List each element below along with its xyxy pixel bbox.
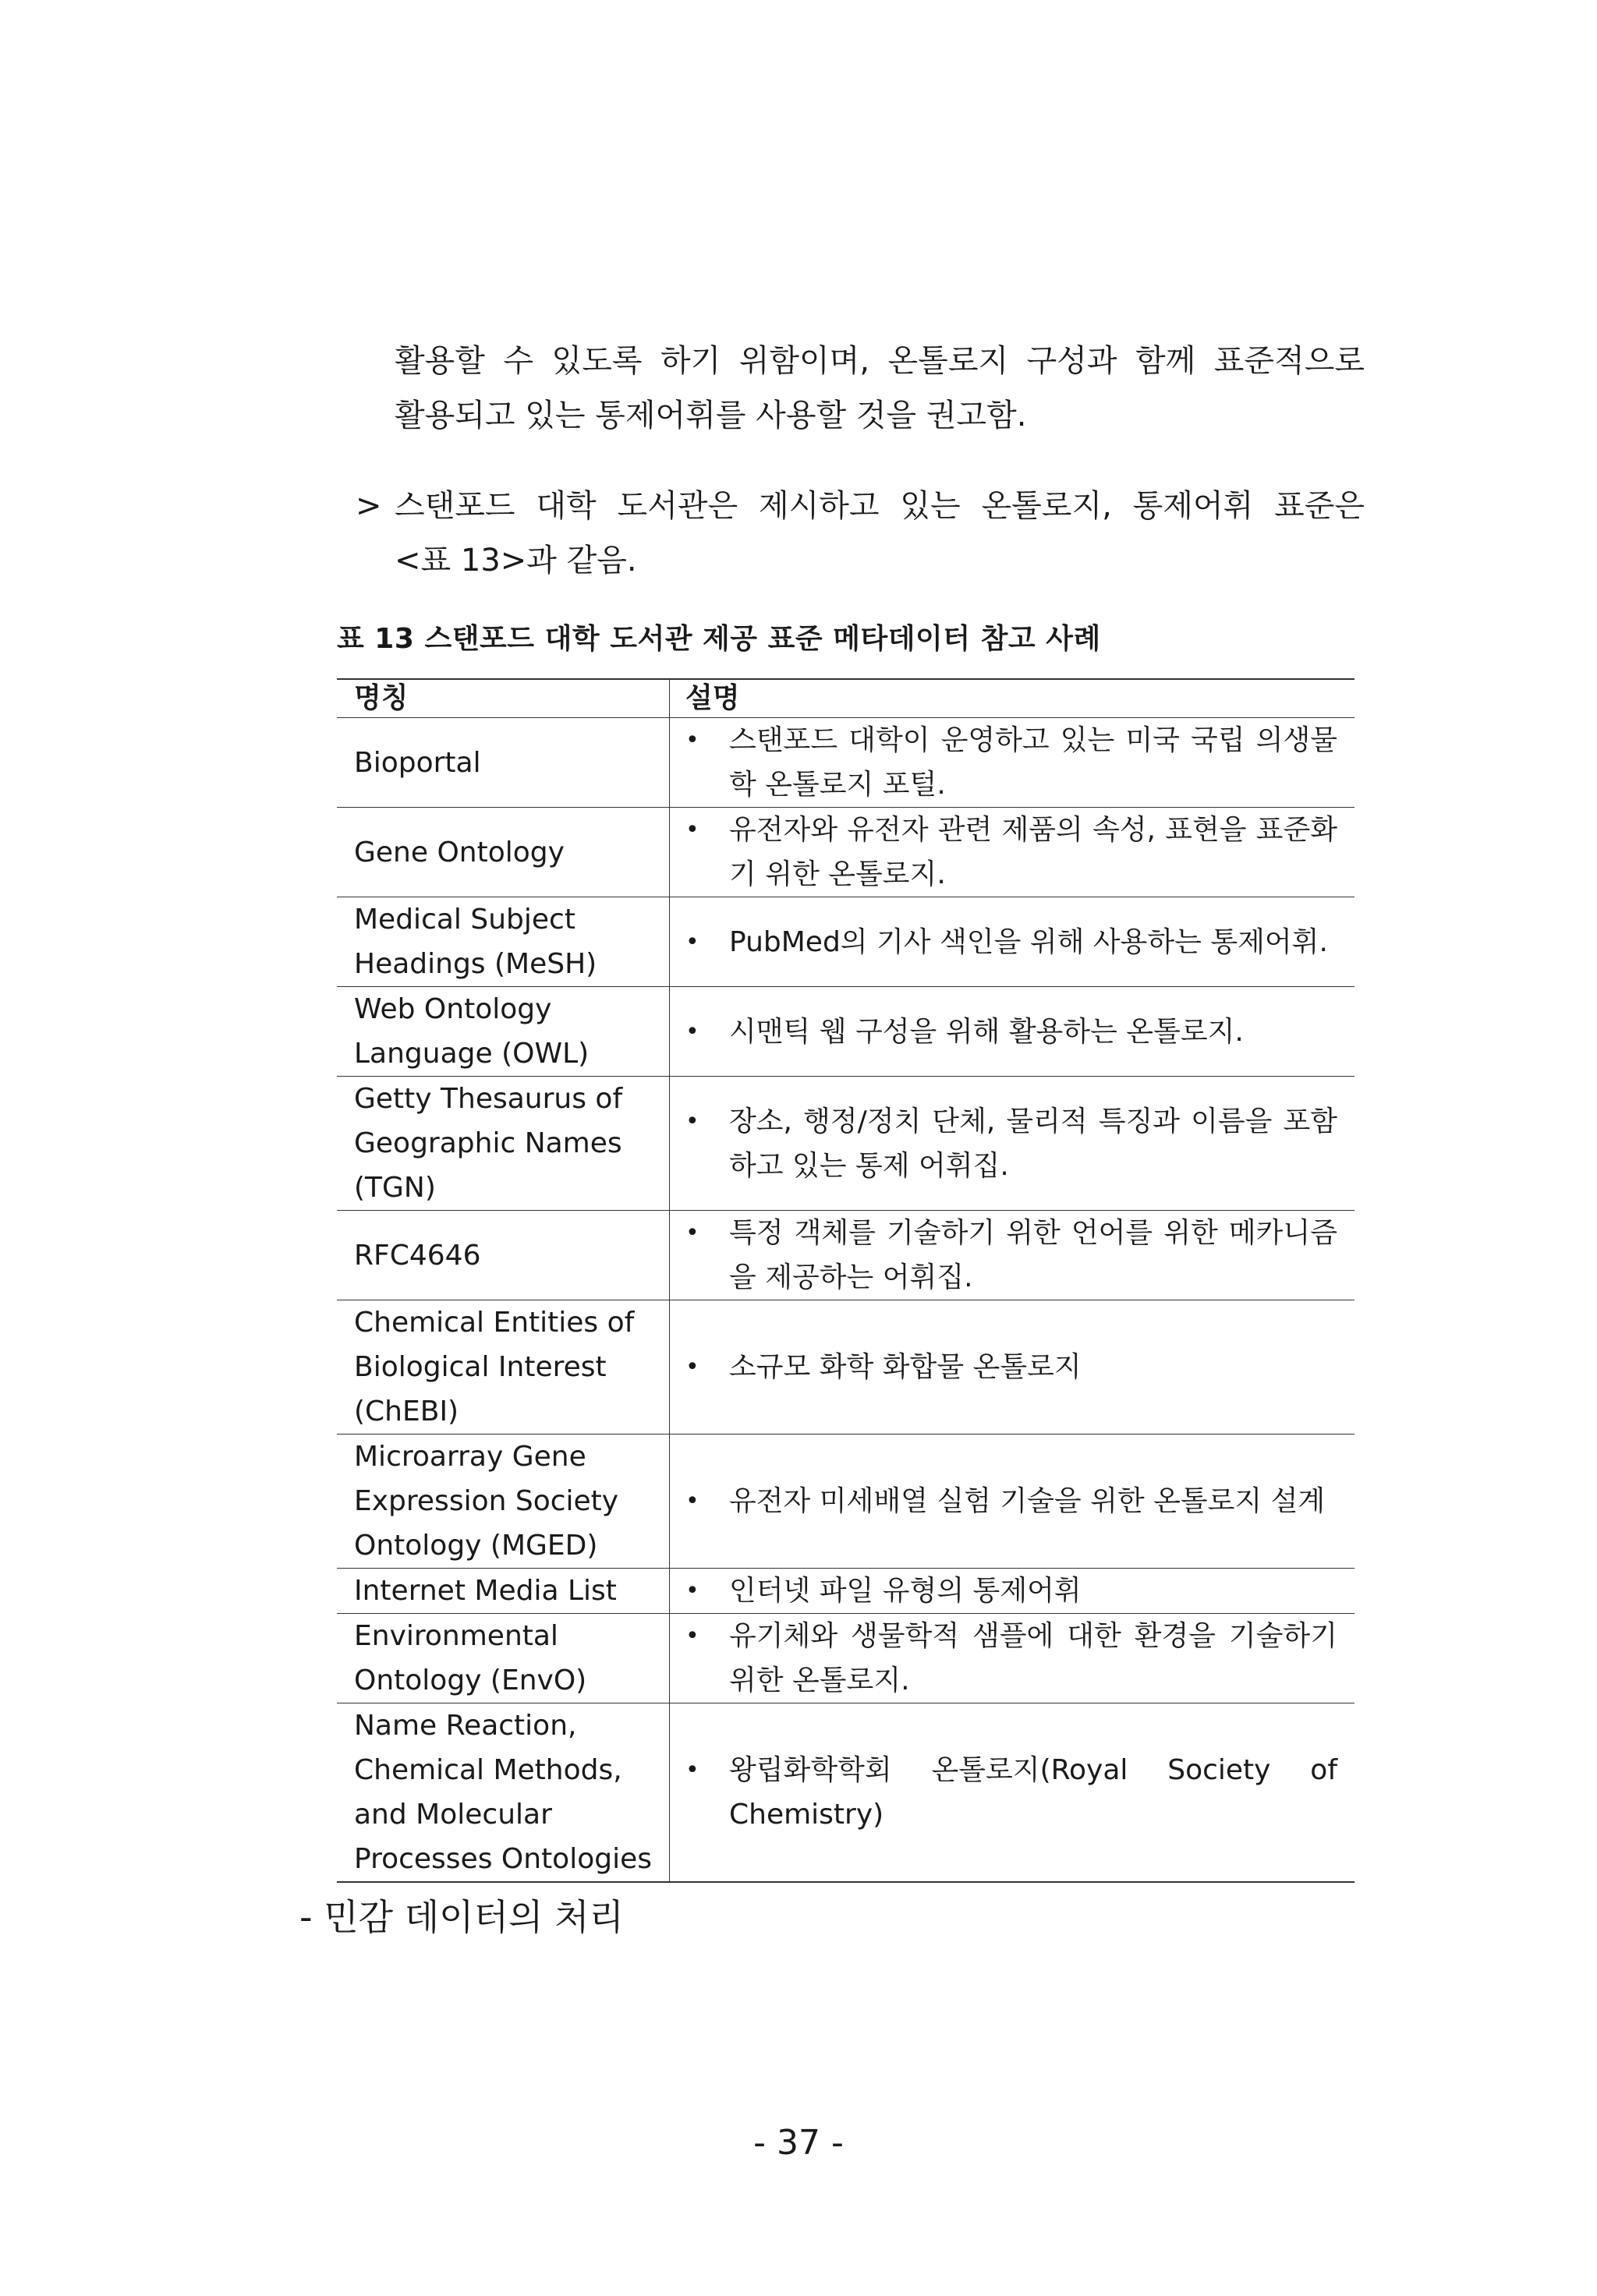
row-name: Bioportal [337, 718, 670, 808]
row-description [670, 1300, 1355, 1435]
bullet-item [685, 1099, 1337, 1188]
table-row [337, 1614, 1354, 1703]
table-body [337, 718, 1354, 1883]
row-description [670, 1211, 1355, 1300]
description-text: 특정 객체를 기술하기 위한 언어를 위한 메카니즘을 제공하는 어휘집. [729, 1217, 1337, 1293]
bullet-icon: • [685, 1107, 699, 1135]
intro-paragraph [395, 334, 1365, 443]
row-description [670, 1077, 1355, 1211]
row-name: Internet Media List [337, 1569, 670, 1614]
table-row [337, 897, 1354, 987]
bullet-icon: • [685, 727, 699, 754]
table-header-row [337, 679, 1354, 718]
row-description [670, 718, 1355, 808]
bullet-icon: • [685, 1219, 699, 1247]
section-heading: - 민감 데이터의 처리 [299, 1896, 624, 1938]
row-name: Name Reaction, Chemical Methods, and Molecular Processes Ontologies [337, 1703, 670, 1883]
bullet-icon: • [685, 1577, 699, 1604]
row-name: Getty Thesaurus of Geographic Names (TGN) [337, 1077, 670, 1211]
reference-line-1: 스탠포드 대학 도서관은 제시하고 있는 온톨로지, 통제어휘 표준은 [395, 488, 1365, 524]
row-name: Gene Ontology [337, 808, 670, 897]
bullet-icon: • [685, 928, 699, 956]
bullet-item [685, 920, 1337, 964]
row-name: Environmental Ontology (EnvO) [337, 1614, 670, 1703]
table-row [337, 1703, 1354, 1883]
description-text: 유전자 미세배열 실험 기술을 위한 온톨로지 설계 [729, 1485, 1326, 1517]
intro-line-1: 활용할 수 있도록 하기 위함이며, 온톨로지 구성과 함께 표준적으로 [395, 343, 1365, 379]
table-row [337, 718, 1354, 808]
header-name: 명칭 [337, 679, 670, 718]
page-number: - 37 - [753, 2123, 844, 2163]
bullet-item [685, 1748, 1337, 1837]
table-row [337, 987, 1354, 1077]
description-text: 왕립화학학회 온톨로지(Royal Society of Chemistry) [729, 1754, 1337, 1831]
header-description: 설명 [670, 679, 1355, 718]
metadata-reference-table [337, 678, 1354, 1883]
bullet-item [685, 1010, 1337, 1054]
description-text: 인터넷 파일 유형의 통제어휘 [729, 1575, 1082, 1607]
table-caption: 표 13 스탠포드 대학 도서관 제공 표준 메타데이터 참고 사례 [337, 623, 1101, 655]
row-name: Web Ontology Language (OWL) [337, 987, 670, 1077]
row-name: Medical Subject Headings (MeSH) [337, 897, 670, 987]
bullet-icon: • [685, 1756, 699, 1784]
row-name: RFC4646 [337, 1211, 670, 1300]
description-text: 장소, 행정/정치 단체, 물리적 특징과 이름을 포함하고 있는 통제 어휘집. [729, 1105, 1337, 1182]
row-description [670, 1614, 1355, 1703]
row-description [670, 1569, 1355, 1614]
table-row [337, 808, 1354, 897]
description-text: 시맨틱 웹 구성을 위해 활용하는 온톨로지. [729, 1015, 1244, 1048]
row-name: Chemical Entities of Biological Interest (ChEBI) [337, 1300, 670, 1435]
description-text: 유전자와 유전자 관련 제품의 속성, 표현을 표준화기 위한 온톨로지. [729, 814, 1337, 890]
row-description [670, 1703, 1355, 1883]
bullet-item [685, 1211, 1337, 1300]
row-description [670, 987, 1355, 1077]
bullet-item [685, 718, 1337, 807]
bullet-icon: • [685, 1353, 699, 1381]
row-description [670, 808, 1355, 897]
table-row [337, 1077, 1354, 1211]
reference-paragraph [395, 479, 1365, 588]
row-description [670, 897, 1355, 987]
description-text: 유기체와 생물학적 샘플에 대한 환경을 기술하기 위한 온톨로지. [729, 1620, 1337, 1696]
bullet-icon: • [685, 1622, 699, 1650]
table-row [337, 1435, 1354, 1569]
reference-marker: > [356, 488, 382, 524]
intro-line-2: 활용되고 있는 통제어휘를 사용할 것을 권고함. [395, 398, 1027, 433]
bullet-item [685, 1614, 1337, 1703]
table-row [337, 1569, 1354, 1614]
bullet-item [685, 1345, 1337, 1389]
bullet-item [685, 1479, 1337, 1523]
bullet-item [685, 808, 1337, 897]
table-row [337, 1300, 1354, 1435]
bullet-icon: • [685, 816, 699, 844]
row-name: Microarray Gene Expression Society Ontology (MGED) [337, 1435, 670, 1569]
table-row [337, 1211, 1354, 1300]
description-text: 스탠포드 대학이 운영하고 있는 미국 국립 의생물학 온톨로지 포털. [729, 724, 1337, 801]
description-text: PubMed의 기사 색인을 위해 사용하는 통제어휘. [729, 925, 1328, 958]
bullet-icon: • [685, 1488, 699, 1515]
bullet-item [685, 1569, 1337, 1613]
reference-line-2: <표 13>과 같음. [395, 543, 637, 578]
description-text: 소규모 화학 화합물 온톨로지 [729, 1351, 1082, 1383]
bullet-icon: • [685, 1017, 699, 1045]
row-description [670, 1435, 1355, 1569]
